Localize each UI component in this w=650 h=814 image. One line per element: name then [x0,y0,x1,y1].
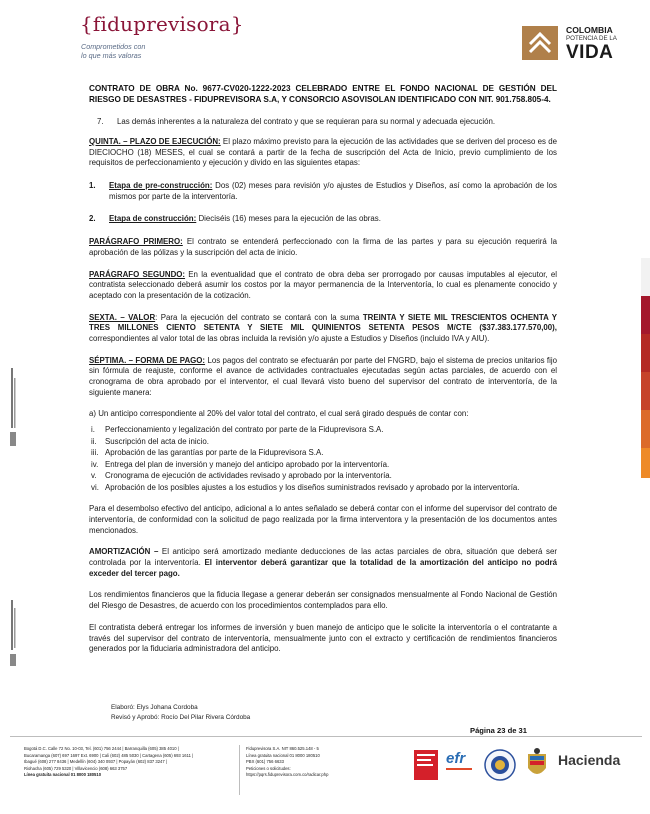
paragrafo-segundo [89,270,557,302]
footer-divider [10,736,642,737]
contract-title: CONTRATO DE OBRA No. 9677-CV020-1222-2023 CELEBRADO ENTRE EL FONDO NACIONAL DE GESTIÓN DEL RIESGO DE DESASTRES - FIDUPREVISORA S.A, Y CONSORCIO ASOVISOLAN IDENTIFICADO CON NIT. 901.758.805-4. [89,84,557,104]
footer-line: Bucaramanga (607) 697 1697 Ext. 6900 | Cali (602) 485 5030 | Cartagena (605) 693 1611 | [24,752,194,758]
hacienda-logo: Hacienda [558,752,621,768]
rendimientos-paragraph: Los rendimientos financieros que la fiducia llegase a generar deberán ser consignados mensualmente al Fondo Nacional de Gestión del Riesgo de Desastres, de acuerdo con los procedimientos contemplados para ello. [89,590,557,611]
clause-label: PARÁGRAFO PRIMERO: [89,237,183,247]
list-item [91,447,557,459]
anticipo-intro: a) Un anticipo correspondiente al 20% del valor total del contrato, el cual será girado después de contar con: [89,408,469,418]
fiduprevisora-logo: {fiduprevisora} [80,12,244,36]
footer-offices [24,746,232,779]
clause-label: PARÁGRAFO SEGUNDO: [89,269,186,279]
side-bar [641,296,650,334]
footer-line: Fiduprevisora S.A. NIT 860.525.148 - 5 [246,746,319,751]
footer-line: Bogotá D.C. Calle 72 No. 10-03, Tel. (601) 756 2444 | Barranquilla (605) 385 4010 | [24,746,179,751]
clause-label: SEXTA. – VALOR [89,312,156,322]
signature-block [111,703,250,722]
list-item [91,436,557,448]
clause-septima [89,356,557,399]
footer-line: Línea gratuita nacional 01 8000 180510 [246,752,320,758]
item-text: Dos (02) meses para revisión y/o ajustes de Estudios y Diseños, así como la aprobación de los mismos por parte de la interventoría. [109,181,557,201]
item-text: Aprobación de los posibles ajustes a los estudios y los diseños suministrados revisado y aprobado por la interventoría. [105,482,520,492]
clause-text: Los pagos del contrato se efectuarán por parte del FNGRD, bajo el sistema de precios unitarios fijo sin fórmula de reajuste, conforme el avance de actividades contractuales ejecutadas según actas parciales, de acuerdo con el cronograma de obra aprobado por el interventor, el cual llevará visto bueno del supervisor del contrato de interventoría, de la siguiente manera: [89,355,558,397]
footer-line: Riohacha (605) 729 5320 | Villavicencio (608) 663 3757 [24,765,128,771]
side-bar [641,334,650,372]
item-number: 2. [89,214,96,224]
fiduprevisora-tagline [81,42,201,60]
item-number: vi. [91,482,99,492]
clause-label: SÉPTIMA. – FORMA DE PAGO: [89,355,206,365]
clause-label: QUINTA. – PLAZO DE EJECUCIÓN: [89,136,221,146]
tagline-line-1: Comprometidos con [81,42,146,51]
item-text: Entrega del plan de inversión y manejo del anticipo aprobado por la interventoría. [105,459,390,469]
efr-logo: efr [446,750,466,767]
item-number: i. [91,425,95,435]
footer-line: Línea gratuita nacional 01 8000 180510 [24,772,102,778]
clause-text: : Para la ejecución del contrato se contará con la suma [155,312,363,322]
item-text: Perfeccionamiento y legalización del contrato por parte de la Fiduprevisora S.A. [105,425,384,435]
certification-seal-icon [484,749,516,781]
margin-stamp-icon [8,368,18,448]
colombia-potencia-vida-logo [522,24,642,64]
elaboro-line: Elaboró: Elys Johana Cordoba [111,704,198,711]
item-text: Dieciséis (16) meses para la ejecución de las obras. [196,214,381,224]
clause-label: AMORTIZACIÓN – [89,547,159,557]
clause-text: El anticipo será amortizado mediante deducciones de las actas parciales de obra, situación que deberá ser controlada por la interventoría. [89,547,557,568]
footer-line: https://pqrs.fiduprevisora.com.co/radicar.php [246,772,329,778]
anticipo-requirements-list [89,424,557,493]
informes-paragraph: El contratista deberá entregar los informes de inversión y buen manejo de anticipo que le solicite la interventoría o el contratante a través del supervisor del contrato de interventoría, mensualmente junto con el extracto y certificación de rendimientos financieros generados por la fiduciaria administradora del anticipo. [89,622,557,654]
list-item [91,470,557,482]
side-color-bars [641,258,650,478]
item-label: Etapa de pre-construcción: [109,181,213,190]
clause-quinta [89,137,557,169]
item-number: iv. [91,459,99,469]
footer-contact [246,746,366,779]
desembolso-paragraph: Para el desembolso efectivo del anticipo, adicional a lo antes señalado se deberá contar con el informe del supervisor del contrato de interventoría, de conformidad con la solicitud de pago realizada por la firma interventora y la presentación de los documentos antes mencionados. [89,504,557,535]
etapa-2 [89,214,557,225]
side-bar [641,410,650,448]
page-number: Página 23 de 31 [470,726,527,735]
list-item [91,424,557,436]
item-number: ii. [91,436,97,446]
item-number: 1. [89,181,96,190]
great-place-to-work-icon [414,750,438,780]
reviso-line: Revisó y Aprobó: Rocío Del Pilar Rivera Córdoba [111,713,251,721]
item-text: Aprobación de las garantías por parte de la Fiduprevisora S.A. [105,448,324,458]
clause-emphasis: El interventor deberá garantizar que la totalidad de la amortización del anticipo no podrá exceder del tercer pago. [89,558,557,578]
footer-separator [239,745,240,795]
list-item [91,482,557,494]
gov-potencia: POTENCIA DE LA [566,34,617,42]
item-number: iii. [91,448,99,458]
etapa-1 [89,181,557,202]
item-number: 7. [97,117,104,127]
amortizacion-paragraph [89,547,557,579]
gov-vida: VIDA [566,42,614,63]
side-bar [641,372,650,410]
clause-text: correspondientes al valor total de las obras incluida la revisión y/o ajuste a Estudios y Diseños (incluido IVA y AIU). [89,334,490,344]
paragrafo-primero [89,237,557,258]
footer-line: Ibagué (608) 277 8436 | Medellín (604) 340 0937 | Popayán (602) 837 3247 | [24,759,167,765]
item-text: Cronograma de ejecución de actividades revisado y aprobado por la interventoría. [105,471,392,481]
tagline-line-2: lo que más valoras [81,51,142,60]
clause-sexta [89,313,557,345]
clause-item-7 [89,117,557,128]
gov-colombia: COLOMBIA [566,25,613,35]
margin-stamp-icon [8,600,18,670]
footer-line: PBX (601) 756 6633 [246,759,284,765]
colombia-coat-of-arms-icon [524,748,550,782]
clause-text: El plazo máximo previsto para la ejecución de las actividades que se deriven del proceso es de DIECIOCHO (18) MESES, el cual se contará a partir de la fecha de suscripción del Acta de Inicio, previo cumplimiento de los requisitos de perfeccionamiento y ejecución y divido en las siguientes etapas: [89,136,558,168]
clause-text: En la eventualidad que el contrato de obra deba ser prorrogado por causas imputables al ejecutor, el contratista seleccionado deberá asumir los costos por la mayor permanencia de la Interventoría, lo cual es plenamente conocido y aceptado con la presentación de la cotización. [89,269,557,300]
contract-value: TREINTA Y SIETE MIL TRESCIENTOS OCHENTA Y TRES MILLONES CIENTO SETENTA Y SIETE MIL QUINIENTOS SETENTA PESOS M/CTE ($37.383.177.570,00), [89,312,558,333]
colombia-text [566,26,617,63]
item-text: Suscripción del acta de inicio. [105,436,209,446]
item-number: v. [91,471,97,481]
list-item [91,459,557,471]
side-bar [641,258,650,296]
item-text: Las demás inherentes a la naturaleza del contrato y que se requieran para su normal y adecuada ejecución. [117,117,496,127]
side-bar [641,448,650,478]
document-body [89,84,557,655]
footer-line: Peticiones o solicitudes: [246,765,291,771]
clause-text: El contrato se entenderá perfeccionado con la firma de las partes y para su ejecución requerirá la aprobación de las pólizas y la suscripción del acta de inicio. [89,237,557,257]
efr-underline-icon [446,768,472,772]
colombia-mark-icon [522,26,558,60]
item-label: Etapa de construcción: [109,214,197,224]
